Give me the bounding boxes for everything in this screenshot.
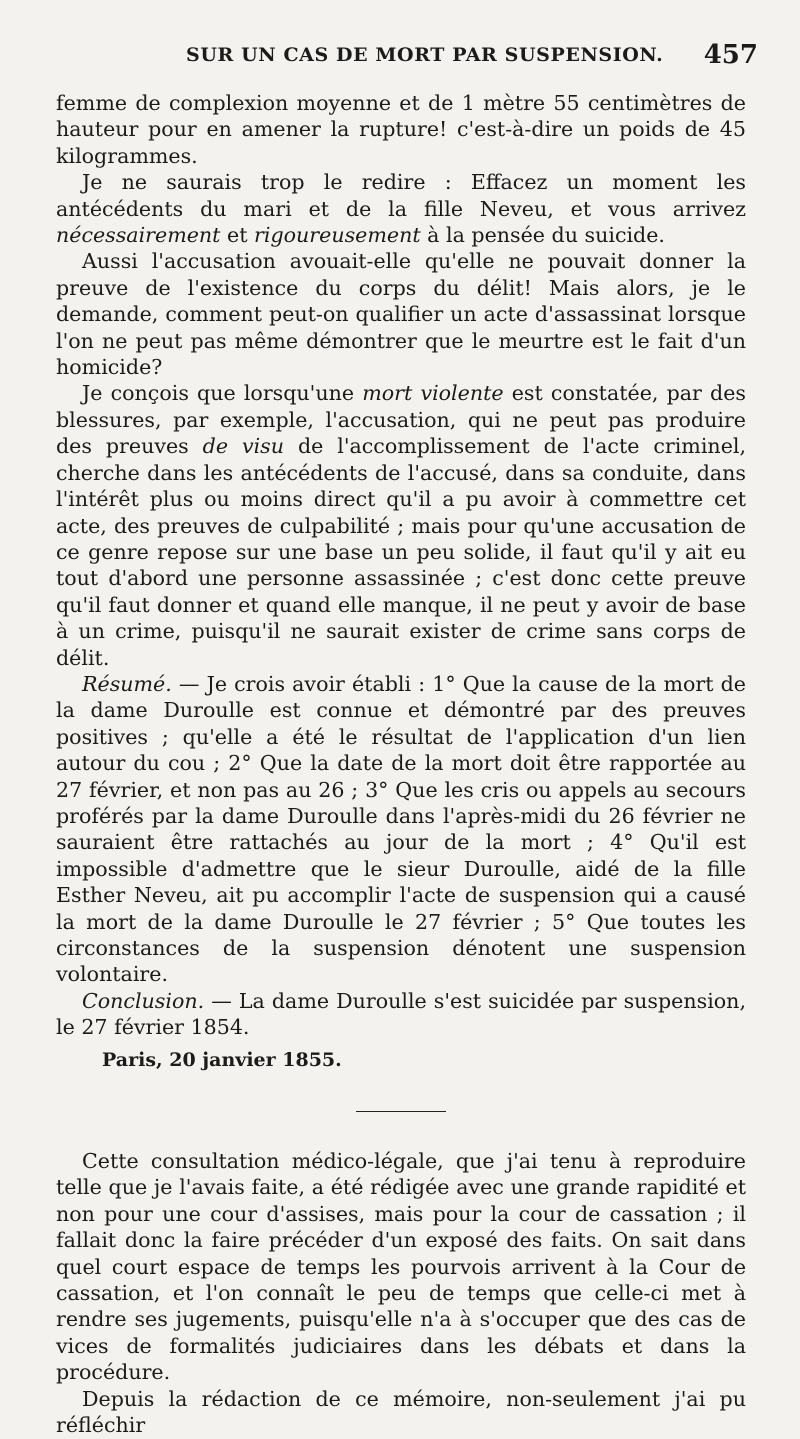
paragraph-resume: Résumé. — Je crois avoir établi : 1° Que la cause de la mort de la dame Duroulle est connue et démontré par des preuves positives ; qu'elle a été le résultat de l'application d'un lien autour du cou ; 2° Que la date de la mort doit être rapportée au 27 février, et non pas au 26 ; 3° Que les cris ou appels au secours proférés par la dame Duroulle dans l'après-midi du 26 février ne sauraient être rattachés au jour de la mort ; 4° Qu'il est impossible d'admettre que le sieur Duroulle, aidé de la fille Esther Neveu, ait pu accomplir l'acte de suspension qui a causé la mort de la dame Duroulle le 27 février ; 5° Que toutes les circonstances de la suspension dénotent une suspension volontaire. — [56, 671, 746, 987]
paragraph-1: femme de complexion moyenne et de 1 mètre 55 centimètres de hauteur pour en amener la rupture! c'est-à-dire un poids de 45 kilogrammes. — [56, 91, 746, 168]
page-number: 457 — [703, 40, 758, 70]
resume-label: Résumé. — [82, 671, 172, 696]
emphasis-necessairement: nécessairement — [56, 223, 221, 248]
paragraph-2: Je ne saurais trop le redire : Effacez un moment les antécédents du mari et de la fille Neveu, et vous arrivez nécessairement et rigoureusement à la pensée du suicide. — [56, 170, 746, 248]
running-title: SUR UN CAS DE MORT PAR SUSPENSION. — [186, 44, 664, 66]
section-divider — [356, 1111, 446, 1112]
paragraph-7: Cette consultation médico-légale, que j'ai tenu à reproduire telle que je l'avais faite, a été rédigée avec une grande rapidité et non pour une cour d'assises, mais pour la cour de cassation ; il fallait donc la faire précéder d'un exposé des faits. On sait dans quel court espace de temps les pourvois arrivent à la Cour de cassation, et l'on connaît le peu de temps que celle-ci met à rendre ses jugements, puisqu'elle n'a à s'occuper que des cas de vices de formalités judiciaires dans les débats et dans la procédure. — [56, 1149, 746, 1385]
signoff-date: Paris, 20 janvier 1855. — [102, 1048, 342, 1071]
paragraph-conclusion: Conclusion. — La dame Duroulle s'est suicidée par suspension, le 27 février 1854. — [56, 988, 746, 1040]
conclusion-label: Conclusion. — [82, 988, 205, 1013]
paragraph-3: Aussi l'accusation avouait-elle qu'elle ne pouvait donner la preuve de l'existence du corps du délit! Mais alors, je le demande, comment peut-on qualifier un acte d'assassinat lorsque l'on ne peut pas même démontrer que le meurtre est le fait d'un homicide? — [56, 249, 746, 380]
body-text — [56, 90, 746, 1439]
emphasis-de-visu: de visu — [202, 434, 285, 459]
emphasis-rigoureusement: rigoureusement — [254, 223, 421, 248]
emphasis-mort-violente: mort violente — [362, 381, 504, 406]
page-header — [56, 40, 758, 84]
paragraph-4: Je conçois que lorsqu'une mort violente est constatée, par des blessures, par exemple, l'accusation, qui ne peut pas produire des preuves de visu de l'accomplissement de l'acte criminel, cherche dans les antécédents de l'accusé, dans sa conduite, dans l'intérêt plus ou moins direct qu'il a pu avoir à commettre cet acte, des preuves de culpabilité ; mais pour qu'une accusation de ce genre repose sur une base un peu solide, il faut qu'il y ait eu tout d'abord une personne assassinée ; c'est donc cette preuve qu'il faut donner et quand elle manque, il ne peut y avoir de base à un crime, puisqu'il ne saurait exister de crime sans corps de délit. — [56, 381, 747, 670]
paragraph-8: Depuis la rédaction de ce mémoire, non-seulement j'ai pu réfléchir — [56, 1386, 746, 1438]
